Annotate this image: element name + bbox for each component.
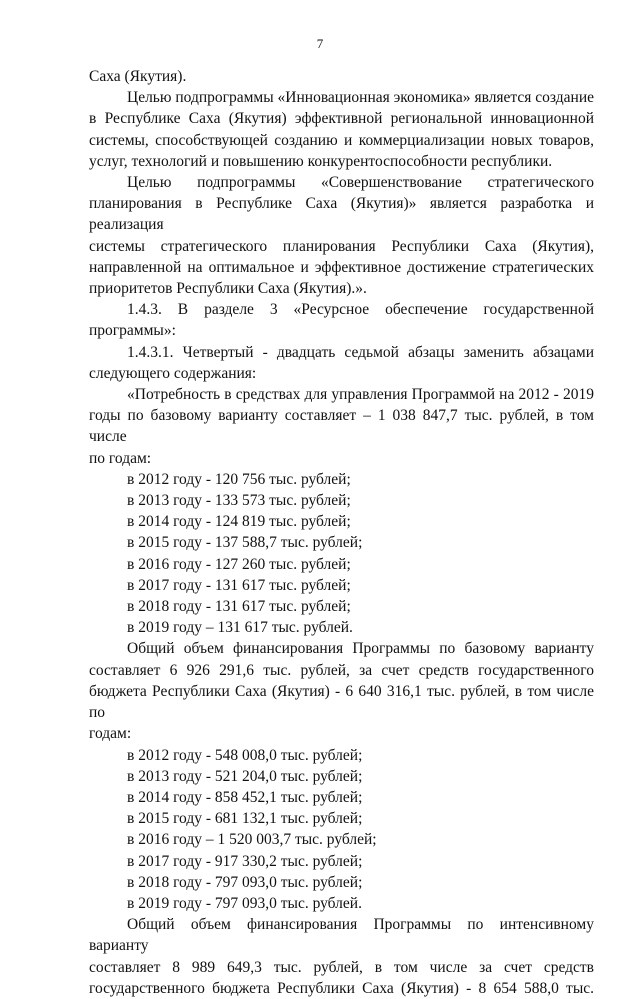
list-item: в 2014 году - 124 819 тыс. рублей;	[127, 513, 351, 531]
list-item: в 2015 году - 681 132,1 тыс. рублей;	[127, 810, 363, 828]
list-item: в 2014 году - 858 452,1 тыс. рублей;	[127, 788, 363, 806]
paragraph-line	[89, 448, 594, 469]
text-line: следующего содержания:	[89, 364, 257, 382]
paragraph-continuation	[89, 66, 594, 87]
list-item: в 2018 году - 797 093,0 тыс. рублей;	[127, 873, 363, 891]
text-line: составляет 6 926 291,6 тыс. рублей, за счет средств государственного	[89, 661, 594, 679]
paragraph-line	[89, 660, 594, 681]
text-line: планирования в Республике Саха (Якутия)» является разработка и реализация	[89, 195, 594, 234]
text-line: годы по базовому варианту составляет – 1 038 847,7 тыс. рублей, в том числе	[89, 407, 594, 446]
paragraph-line	[89, 108, 594, 129]
paragraph-line	[89, 723, 594, 744]
paragraph-line	[89, 681, 594, 723]
text-line: по годам:	[89, 449, 152, 467]
paragraph-section-1431	[89, 342, 594, 363]
list-item: в 2017 году - 917 330,2 тыс. рублей;	[127, 852, 363, 870]
document-body	[89, 66, 594, 999]
list-item: в 2019 году - 797 093,0 тыс. рублей.	[127, 894, 362, 912]
paragraph-management-need	[89, 384, 594, 405]
paragraph-section-143	[89, 299, 594, 320]
text-line: Целью подпрограммы «Инновационная экономика» является создание	[127, 89, 594, 107]
list-item: в 2019 году – 131 617 тыс. рублей.	[127, 619, 353, 637]
text-line: государственного бюджета Республики Саха (Якутия) - 8 654 588,0 тыс.	[89, 979, 594, 997]
paragraph-intensive-financing	[89, 914, 594, 956]
paragraph-base-financing	[89, 638, 594, 659]
text-line: программы»:	[89, 322, 176, 340]
text-line: 1.4.3.1. Четвертый - двадцать седьмой абзацы заменить абзацами	[127, 343, 594, 361]
text-line: Общий объем финансирования Программы по базовому варианту	[127, 640, 594, 658]
paragraph-line	[89, 363, 594, 384]
list-item: в 2018 году - 131 617 тыс. рублей;	[127, 598, 351, 616]
text-line: системы, способствующей созданию и коммерциализации новых товаров,	[89, 131, 594, 149]
list-item: в 2013 году - 521 204,0 тыс. рублей;	[127, 767, 363, 785]
list-item: в 2017 году - 131 617 тыс. рублей;	[127, 576, 351, 594]
text-line: Саха (Якутия).	[89, 68, 187, 85]
text-line: годам:	[89, 725, 132, 743]
list-item: в 2012 году - 120 756 тыс. рублей;	[127, 470, 351, 488]
text-line: 1.4.3. В разделе 3 «Ресурсное обеспечение государственной	[127, 301, 594, 319]
paragraph-line	[89, 130, 594, 151]
paragraph-line	[89, 278, 594, 299]
paragraph-innovation-goal	[89, 87, 594, 108]
text-line: составляет 8 989 649,3 тыс. рублей, в том числе за счет средств	[89, 958, 594, 976]
paragraph-line	[89, 193, 594, 235]
paragraph-line	[89, 151, 594, 172]
text-line: направленной на оптимальное и эффективное достижение стратегических	[89, 258, 594, 276]
page-number: 7	[316, 36, 324, 51]
text-line: Общий объем финансирования Программы по интенсивному варианту	[89, 916, 594, 955]
list-item: в 2013 году - 133 573 тыс. рублей;	[127, 492, 351, 510]
list-item: в 2015 году - 137 588,7 тыс. рублей;	[127, 534, 363, 552]
paragraph-line	[89, 405, 594, 447]
paragraph-line	[89, 978, 594, 999]
paragraph-line	[89, 320, 594, 341]
list-item: в 2016 году – 1 520 003,7 тыс. рублей;	[127, 831, 377, 849]
paragraph-line	[89, 257, 594, 278]
text-line: услуг, технологий и повышению конкурентоспособности республики.	[89, 152, 553, 170]
paragraph-planning-goal	[89, 172, 594, 193]
list-item: в 2012 году - 548 008,0 тыс. рублей;	[127, 746, 363, 764]
text-line: в Республике Саха (Якутия) эффективной региональной инновационной	[89, 110, 594, 128]
text-line: бюджета Республики Саха (Якутия) - 6 640 316,1 тыс. рублей, в том числе по	[89, 682, 594, 722]
text-line: системы стратегического планирования Республики Саха (Якутия),	[89, 237, 594, 255]
paragraph-line	[89, 957, 594, 978]
list-item: в 2016 году - 127 260 тыс. рублей;	[127, 555, 351, 573]
text-line: приоритетов Республики Саха (Якутия).».	[89, 280, 367, 298]
text-line: Целью подпрограммы «Совершенствование стратегического	[127, 174, 594, 192]
paragraph-line	[89, 236, 594, 257]
text-line: «Потребность в средствах для управления Программой на 2012 - 2019	[127, 386, 594, 404]
